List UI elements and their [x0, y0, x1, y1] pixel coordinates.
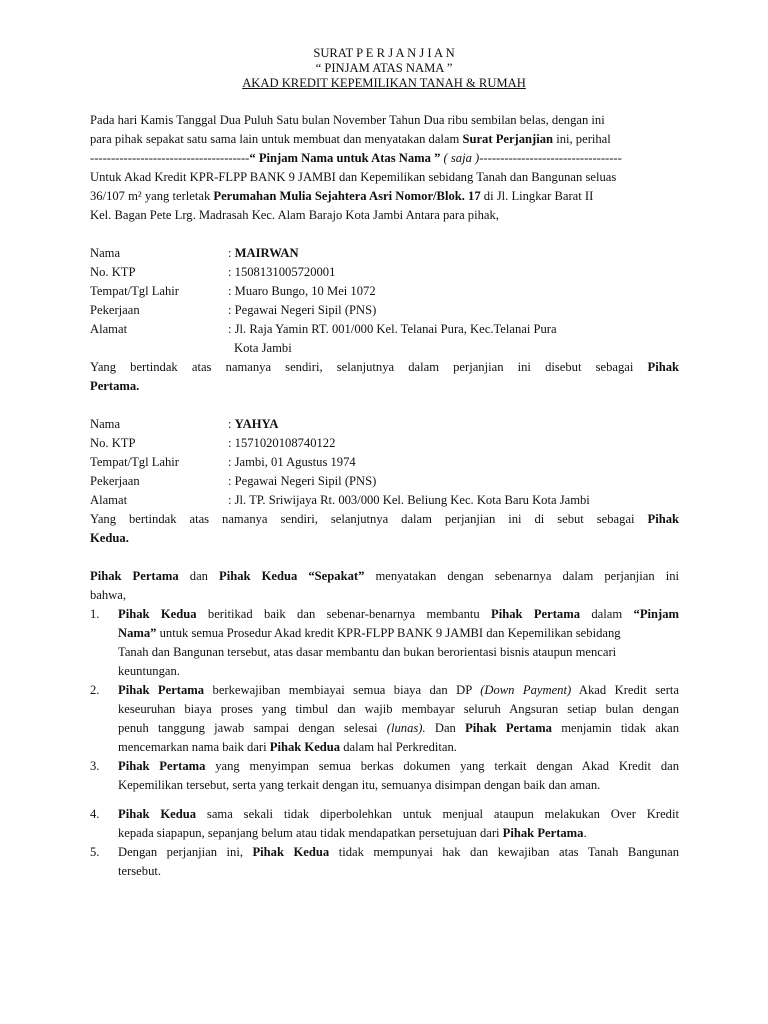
clause-3-line-2: Kepemilikan tersebut, serta yang terkait dengan itu, semuanya disimpan dengan baik dan aman. — [118, 778, 601, 792]
party1-alamat-city: Kota Jambi — [234, 341, 292, 355]
party1-nama: : MAIRWAN — [228, 246, 299, 260]
party1-label-ttl: Tempat/Tgl Lahir — [90, 284, 179, 298]
agreement-intro-line-2: bahwa, — [90, 588, 127, 602]
clause-4-line-1: Pihak Kedua sama sekali tidak diperbolehkan untuk menjual ataupun melakukan Over Kredit — [118, 807, 679, 821]
party2-role: Kedua. — [90, 531, 129, 545]
clause-2-line-4: mencemarkan nama baik dari Pihak Kedua dalam hal Perkreditan. — [118, 740, 457, 754]
party2-label-pekerjaan: Pekerjaan — [90, 474, 140, 488]
intro-line-6: Kel. Bagan Pete Lrg. Madrasah Kec. Alam Barajo Kota Jambi Antara para pihak, — [90, 208, 499, 222]
party2-label-ktp: No. KTP — [90, 436, 136, 450]
intro-line-3: --------------------------------------“ Pinjam Nama untuk Atas Nama ” ( saja )---------------------------------- — [90, 151, 622, 165]
party2-alamat: : Jl. TP. Sriwijaya Rt. 003/000 Kel. Beliung Kec. Kota Baru Kota Jambi — [228, 493, 590, 507]
party1-label-pekerjaan: Pekerjaan — [90, 303, 140, 317]
party2-label-ttl: Tempat/Tgl Lahir — [90, 455, 179, 469]
title-line-3: AKAD KREDIT KEPEMILIKAN TANAH & RUMAH — [242, 76, 526, 90]
party2-label-alamat: Alamat — [90, 493, 128, 507]
clause-1-line-4: keuntungan. — [118, 664, 180, 678]
clause-2-number: 2. — [90, 683, 100, 697]
clause-3-line-1: Pihak Pertama yang menyimpan semua berkas dokumen yang terkait dengan Akad Kredit dan — [118, 759, 680, 773]
clause-1-number: 1. — [90, 607, 100, 621]
intro-line-5: 36/107 m² yang terletak Perumahan Mulia Sejahtera Asri Nomor/Blok. 17 di Jl. Lingkar Barat II — [90, 189, 594, 203]
party2-label-nama: Nama — [90, 417, 121, 431]
intro-line-2: para pihak sepakat satu sama lain untuk membuat dan menyatakan dalam Surat Perjanjian ini, perihal — [90, 132, 611, 146]
title-line-2: “ PINJAM ATAS NAMA ” — [315, 61, 453, 75]
party2-ktp: : 1571020108740122 — [228, 436, 336, 450]
intro-line-1: Pada hari Kamis Tanggal Dua Puluh Satu bulan November Tahun Dua ribu sembilan belas, dengan ini — [90, 113, 605, 127]
agreement-intro: Pihak Pertama dan Pihak Kedua “Sepakat” menyatakan dengan sebenarnya dalam perjanjian ini — [90, 569, 680, 583]
party2-nama: : YAHYA — [228, 417, 279, 431]
party1-pekerjaan: : Pegawai Negeri Sipil (PNS) — [228, 303, 377, 317]
party1-alamat: : Jl. Raja Yamin RT. 001/000 Kel. Telanai Pura, Kec.Telanai Pura — [228, 322, 557, 336]
clause-1-line-1: Pihak Kedua beritikad baik dan sebenar-benarnya membantu Pihak Pertama dalam “Pinjam — [118, 607, 679, 621]
party1-label-ktp: No. KTP — [90, 265, 136, 279]
party1-role: Pertama. — [90, 379, 140, 393]
title-line-1: SURAT P E R J A N J I A N — [313, 46, 455, 60]
clause-5-line-1: Dengan perjanjian ini, Pihak Kedua tidak mempunyai hak dan kewajiban atas Tanah Bangunan — [118, 845, 679, 859]
party1-label-nama: Nama — [90, 246, 121, 260]
clause-2-line-2: keseuruhan biaya proses yang timbul dan wajib membayar seluruh Angsuran setiap bulan dengan — [118, 702, 679, 716]
party2-statement: Yang bertindak atas namanya sendiri, selanjutnya dalam perjanjian ini di sebut sebagai Pihak — [90, 512, 679, 526]
clause-5-number: 5. — [90, 845, 100, 859]
clause-4-line-2: kepada siapapun, sepanjang belum atau tidak mendapatkan persetujuan dari Pihak Pertama. — [118, 826, 587, 840]
party1-ttl: : Muaro Bungo, 10 Mei 1072 — [228, 284, 376, 298]
party1-statement: Yang bertindak atas namanya sendiri, selanjutnya dalam perjanjian ini disebut sebagai Pihak — [90, 360, 679, 374]
intro-line-4: Untuk Akad Kredit KPR-FLPP BANK 9 JAMBI dan Kepemilikan sebidang Tanah dan Bangunan seluas — [90, 170, 617, 184]
party2-ttl: : Jambi, 01 Agustus 1974 — [228, 455, 356, 469]
party2-pekerjaan: : Pegawai Negeri Sipil (PNS) — [228, 474, 377, 488]
clause-1-line-2: Nama” untuk semua Prosedur Akad kredit KPR-FLPP BANK 9 JAMBI dan Kepemilikan sebidang — [118, 626, 621, 640]
clause-4-number: 4. — [90, 807, 100, 821]
clause-2-line-3: penuh tanggung jawab sampai dengan selesai (lunas). Dan Pihak Pertama menjamin tidak akan — [118, 721, 680, 735]
party1-label-alamat: Alamat — [90, 322, 128, 336]
clause-3-number: 3. — [90, 759, 100, 773]
clause-2-line-1: Pihak Pertama berkewajiban membiayai semua biaya dan DP (Down Payment) Akad Kredit serta — [118, 683, 680, 697]
clause-5-line-2: tersebut. — [118, 864, 162, 878]
party1-ktp: : 1508131005720001 — [228, 265, 336, 279]
clause-1-line-3: Tanah dan Bangunan tersebut, atas dasar membantu dan bukan berorientasi bisnis ataupun mencari — [118, 645, 617, 659]
